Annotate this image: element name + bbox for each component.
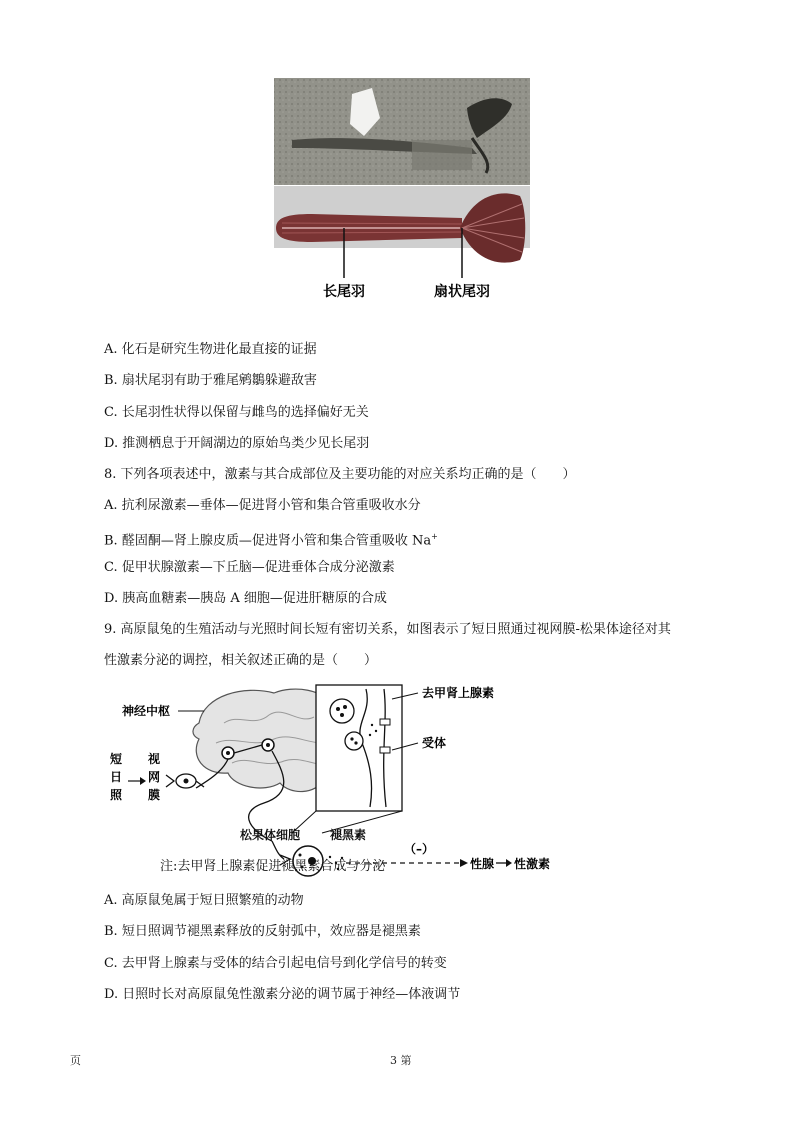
footer-left: 页 [70, 1054, 81, 1067]
label-day: 日 [110, 770, 123, 784]
fossil-illustration [272, 78, 532, 303]
figure-note: 注:去甲肾上腺素促进褪黑素合成与分泌 [160, 859, 386, 874]
q8-option-b-text: B. 醛固酮—肾上腺皮质—促进肾小管和集合管重吸收 Na [104, 533, 432, 549]
q7-option-b: B. 扇状尾羽有助于雅尾鹓鶵躲避敌害 [104, 373, 317, 388]
pineal-diagram [104, 683, 551, 883]
sodium-charge: + [431, 532, 438, 541]
q8-stem: 8. 下列各项表述中，激素与其合成部位及主要功能的对应关系均正确的是（ ） [104, 467, 576, 482]
q7-option-c: C. 长尾羽性状得以保留与雌鸟的选择偏好无关 [104, 405, 369, 420]
label-fan-tail: 扇状尾羽 [434, 284, 490, 300]
label-long-tail: 长尾羽 [323, 284, 365, 300]
q9-option-d: D. 日照时长对高原鼠兔性激素分泌的调节属于神经—体液调节 [104, 987, 461, 1002]
q9-option-a: A. 高原鼠兔属于短日照繁殖的动物 [104, 893, 304, 908]
q8-option-b [104, 528, 438, 550]
label-melatonin: 褪黑素 [330, 828, 367, 842]
label-norepinephrine: 去甲肾上腺素 [422, 686, 495, 700]
q7-option-d: D. 推测栖息于开阔湖边的原始鸟类少见长尾羽 [104, 436, 370, 451]
q7-option-a: A. 化石是研究生物进化最直接的证据 [104, 342, 317, 357]
fossil-figure [272, 78, 532, 303]
q9-stem-line1: 9. 高原鼠兔的生殖活动与光照时间长短有密切关系，如图表示了短日照通过视网膜-松果体途径对其 [104, 622, 671, 637]
q9-option-b: B. 短日照调节褪黑素释放的反射弧中，效应器是褪黑素 [104, 924, 421, 939]
label-receptor: 受体 [422, 736, 447, 750]
page-number: 3 第 [390, 1054, 412, 1067]
q8-option-a: A. 抗利尿激素—垂体—促进肾小管和集合管重吸收水分 [104, 498, 421, 513]
label-pineal-cell: 松果体细胞 [240, 828, 301, 842]
label-light: 照 [110, 788, 123, 802]
label-nerve-center: 神经中枢 [122, 704, 171, 718]
q9-stem-line2: 性激素分泌的调控，相关叙述正确的是（ ） [104, 653, 378, 668]
q8-option-c: C. 促甲状腺激素—下丘脑—促进垂体合成分泌激素 [104, 560, 395, 575]
label-short: 短 [110, 752, 123, 766]
label-inhibit: （–） [404, 842, 435, 856]
q9-option-c: C. 去甲肾上腺素与受体的结合引起电信号到化学信号的转变 [104, 956, 447, 971]
pineal-pathway-figure [104, 683, 551, 883]
label-vi: 视 [148, 752, 161, 766]
label-wang: 网 [148, 770, 161, 784]
label-gonad: 性腺 [470, 857, 495, 871]
label-mo: 膜 [148, 788, 161, 802]
q8-option-d: D. 胰高血糖素—胰岛 A 细胞—促进肝糖原的合成 [104, 591, 387, 606]
label-sex-hormone: 性激素 [514, 857, 551, 871]
